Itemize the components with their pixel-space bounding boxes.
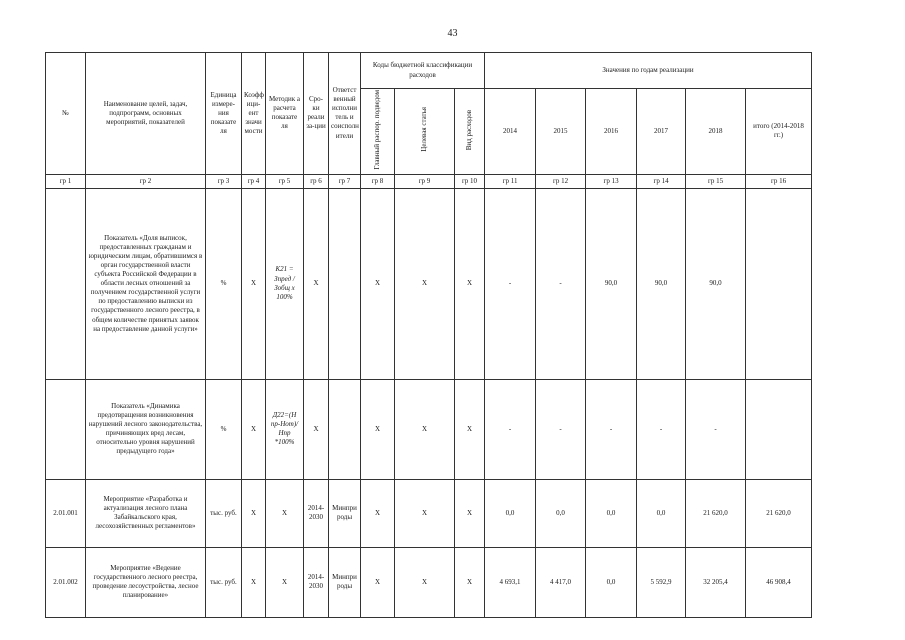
row-value-2014: -: [485, 188, 536, 379]
row-value-2018: 32 205,4: [686, 547, 746, 617]
header-budget-article: [395, 89, 455, 175]
row-value-2018: 90,0: [686, 188, 746, 379]
column-number: гр 9: [395, 174, 455, 188]
row-name: Показатель «Доля выписок, предоставленных гражданам и юридическим лицам, обратившимся в орган государственной власти субъекта Российской Федерации в области лесных отношений за получением государственной услуги по предоставлению выписки из государственного лесного реестра, в общем количестве принятых заявок на предоставление данной услуги»: [86, 188, 206, 379]
page-number: 43: [447, 28, 458, 39]
column-numbers-row: [46, 174, 812, 188]
column-number: гр 8: [361, 174, 395, 188]
row-value-2018: 21 620,0: [686, 479, 746, 547]
row-name: Показатель «Динамика предотвращения возникновения нарушений лесного законодательства, причиняющих вред лесам, относительно уровня нарушений предыдущего года»: [86, 379, 206, 479]
header-year-2016: 2016: [586, 89, 637, 175]
column-number: гр 12: [536, 174, 586, 188]
row-budget-kind: X: [455, 547, 485, 617]
row-responsible: Минпри роды: [329, 547, 361, 617]
row-value-2017: 90,0: [637, 188, 686, 379]
row-budget-main: X: [361, 479, 395, 547]
row-num: [46, 379, 86, 479]
row-budget-main: X: [361, 547, 395, 617]
row-value-2017: 5 592,9: [637, 547, 686, 617]
row-total: 21 620,0: [746, 479, 812, 547]
row-num: 2.01.002: [46, 547, 86, 617]
column-number: гр 6: [304, 174, 329, 188]
table-row: [46, 479, 812, 547]
row-value-2016: 0,0: [586, 547, 637, 617]
row-budget-article: X: [395, 547, 455, 617]
row-value-2014: -: [485, 379, 536, 479]
table-row: [46, 547, 812, 617]
header-unit: Единица измере-ния показате ля: [206, 53, 242, 175]
column-number: гр 4: [242, 174, 266, 188]
row-unit: %: [206, 379, 242, 479]
column-number: гр 10: [455, 174, 485, 188]
row-total: 46 908,4: [746, 547, 812, 617]
header-year-2015: 2015: [536, 89, 586, 175]
header-values-by-years: Значения по годам реализации: [485, 53, 812, 89]
row-value-2016: -: [586, 379, 637, 479]
header-row-1: [46, 53, 812, 89]
row-method: К21 = Зпред /Зобщ х 100%: [266, 188, 304, 379]
row-budget-article: X: [395, 479, 455, 547]
row-coef: X: [242, 379, 266, 479]
header-year-2017: 2017: [637, 89, 686, 175]
row-coef: X: [242, 547, 266, 617]
row-coef: X: [242, 188, 266, 379]
header-budget-codes: Коды бюджетной классификации расходов: [361, 53, 485, 89]
row-name: Мероприятие «Ведение государственного лесного реестра, проведение лесоустройства, лесное планирование»: [86, 547, 206, 617]
header-budget-main: [361, 89, 395, 175]
row-unit: тыс. руб.: [206, 547, 242, 617]
row-coef: X: [242, 479, 266, 547]
column-number: гр 13: [586, 174, 637, 188]
row-responsible: [329, 379, 361, 479]
row-total: [746, 188, 812, 379]
row-budget-article: X: [395, 188, 455, 379]
header-budget-kind: [455, 89, 485, 175]
table-row: [46, 188, 812, 379]
column-number: гр 14: [637, 174, 686, 188]
header-coef: Коэфф ици-ент значи мости: [242, 53, 266, 175]
row-value-2014: 0,0: [485, 479, 536, 547]
row-name: Мероприятие «Разработка и актуализация лесного плана Забайкальского края, лесохозяйственных регламентов»: [86, 479, 206, 547]
column-number: гр 5: [266, 174, 304, 188]
row-budget-kind: X: [455, 379, 485, 479]
column-number: гр 1: [46, 174, 86, 188]
row-method: X: [266, 479, 304, 547]
row-budget-kind: X: [455, 479, 485, 547]
row-num: [46, 188, 86, 379]
row-method: X: [266, 547, 304, 617]
budget-kind-label: Вид расходов: [464, 109, 473, 150]
header-year-2014: 2014: [485, 89, 536, 175]
row-terms: X: [304, 188, 329, 379]
row-value-2017: 0,0: [637, 479, 686, 547]
program-table: [45, 52, 812, 618]
row-num: 2.01.001: [46, 479, 86, 547]
header-responsible: Ответст венный исполни тель и соисполн ители: [329, 53, 361, 175]
row-value-2016: 0,0: [586, 479, 637, 547]
header-num: №: [46, 53, 86, 175]
row-value-2014: 4 693,1: [485, 547, 536, 617]
column-number: гр 2: [86, 174, 206, 188]
row-method: Д22=(Н пр-Нот)/Нпр *100%: [266, 379, 304, 479]
column-number: гр 11: [485, 174, 536, 188]
column-number: гр 7: [329, 174, 361, 188]
header-terms: Сро-ки реали за-ции: [304, 53, 329, 175]
row-budget-kind: X: [455, 188, 485, 379]
row-responsible: [329, 188, 361, 379]
row-responsible: Минпри роды: [329, 479, 361, 547]
row-value-2017: -: [637, 379, 686, 479]
row-unit: %: [206, 188, 242, 379]
row-value-2015: -: [536, 379, 586, 479]
row-value-2015: -: [536, 188, 586, 379]
table-row: [46, 379, 812, 479]
column-number: гр 15: [686, 174, 746, 188]
header-method: Методик а расчета показате ля: [266, 53, 304, 175]
row-value-2016: 90,0: [586, 188, 637, 379]
row-value-2015: 0,0: [536, 479, 586, 547]
header-name: Наименование целей, задач, подпрограмм, основных мероприятий, показателей: [86, 53, 206, 175]
budget-main-label: Главный распор. подведом: [372, 90, 381, 170]
column-number: гр 16: [746, 174, 812, 188]
row-unit: тыс. руб.: [206, 479, 242, 547]
row-terms: 2014-2030: [304, 479, 329, 547]
row-value-2015: 4 417,0: [536, 547, 586, 617]
header-year-2018: 2018: [686, 89, 746, 175]
header-year-total: итого (2014-2018 гг.): [746, 89, 812, 175]
row-budget-article: X: [395, 379, 455, 479]
row-value-2018: -: [686, 379, 746, 479]
row-terms: X: [304, 379, 329, 479]
row-budget-main: X: [361, 188, 395, 379]
row-budget-main: X: [361, 379, 395, 479]
budget-article-label: Целевая статья: [419, 107, 428, 153]
row-total: [746, 379, 812, 479]
column-number: гр 3: [206, 174, 242, 188]
row-terms: 2014-2030: [304, 547, 329, 617]
